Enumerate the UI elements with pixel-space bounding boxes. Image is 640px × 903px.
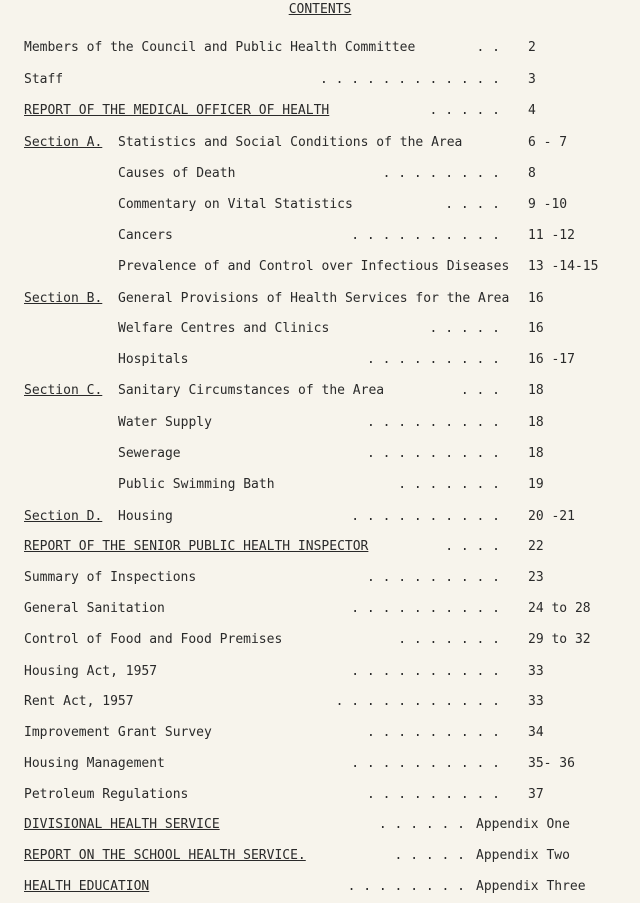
toc-entry (0, 877, 640, 897)
page-number: Appendix One (476, 817, 570, 832)
page-number: 22 (528, 539, 544, 554)
section-label: Section B. (24, 291, 103, 306)
page-number: 18 (528, 415, 544, 430)
toc-entry (0, 507, 640, 527)
toc-entry (0, 350, 640, 370)
entry-title: Summary of Inspections (24, 570, 197, 585)
leader-dots: . . . . . . (378, 817, 465, 832)
leader-dots: . . . . (445, 539, 500, 554)
page-number: 16 (528, 321, 544, 336)
toc-entry (0, 537, 640, 557)
page-number: 2 (528, 40, 536, 55)
page-number: 29 to 32 (528, 632, 591, 647)
leader-dots: . . . . (445, 197, 500, 212)
page-number: 23 (528, 570, 544, 585)
page-number: Appendix Three (476, 879, 586, 894)
leader-dots: . . . . . . . . . . . . (319, 72, 500, 87)
toc-entry (0, 70, 640, 90)
page-title: CONTENTS (288, 2, 352, 17)
entry-title: HEALTH EDUCATION (24, 879, 150, 894)
leader-dots: . . . . . . . . . (366, 415, 500, 430)
section-label: Section D. (24, 509, 103, 524)
entry-title: Petroleum Regulations (24, 787, 189, 802)
page-number: 11 -12 (528, 228, 575, 243)
section-label: Section C. (24, 383, 103, 398)
entry-title: Hospitals (118, 352, 189, 367)
toc-entry (0, 38, 640, 58)
page-number: 37 (528, 787, 544, 802)
entry-title: Housing Act, 1957 (24, 664, 158, 679)
entry-title: Water Supply (118, 415, 212, 430)
entry-title: Cancers (118, 228, 173, 243)
leader-dots: . . . . . . . (398, 477, 500, 492)
entry-title: REPORT OF THE MEDICAL OFFICER OF HEALTH (24, 103, 330, 118)
page-number: 4 (528, 103, 536, 118)
leader-dots: . . . . . . . . . . (351, 509, 500, 524)
leader-dots: . . . . . . . . . . (351, 601, 500, 616)
entry-title: Staff (24, 72, 64, 87)
leader-dots: . . . . . . . . . . . (335, 694, 500, 709)
toc-entry (0, 257, 640, 277)
toc-entry (0, 226, 640, 246)
entry-title: DIVISIONAL HEALTH SERVICE (24, 817, 220, 832)
page-number: 34 (528, 725, 544, 740)
toc-entry (0, 723, 640, 743)
entry-title: Prevalence of and Control over Infectious Diseases (118, 259, 510, 274)
leader-dots: . . . . . . . . (347, 879, 465, 894)
entry-title: Housing (118, 509, 173, 524)
toc-entry (0, 815, 640, 835)
entry-title: Members of the Council and Public Health Committee (24, 40, 416, 55)
leader-dots: . . . . . (429, 321, 500, 336)
page-number: 35- 36 (528, 756, 575, 771)
leader-dots: . . . (460, 383, 500, 398)
leader-dots: . . . . . . . . . . (351, 228, 500, 243)
page-number: 24 to 28 (528, 601, 591, 616)
leader-dots: . . . . . (394, 848, 465, 863)
entry-title: REPORT ON THE SCHOOL HEALTH SERVICE. (24, 848, 306, 863)
leader-dots: . . . . . . . . (382, 166, 500, 181)
toc-entry (0, 381, 640, 401)
page-number: 13 -14-15 (528, 259, 599, 274)
entry-title: Statistics and Social Conditions of the Area (118, 135, 463, 150)
toc-entry (0, 754, 640, 774)
entry-title: Causes of Death (118, 166, 236, 181)
entry-title: Control of Food and Food Premises (24, 632, 283, 647)
leader-dots: . . (476, 40, 500, 55)
toc-entry (0, 846, 640, 866)
leader-dots: . . . . . . . . . . (351, 664, 500, 679)
page-number: 18 (528, 446, 544, 461)
entry-title: Sanitary Circumstances of the Area (118, 383, 385, 398)
page-number: 16 -17 (528, 352, 575, 367)
leader-dots: . . . . . . . . . (366, 725, 500, 740)
page-number: 9 -10 (528, 197, 568, 212)
toc-entry (0, 568, 640, 588)
toc-entry (0, 133, 640, 153)
page-number: 20 -21 (528, 509, 575, 524)
leader-dots: . . . . . . . . . . (351, 756, 500, 771)
page-number: 3 (528, 72, 536, 87)
page-number: 8 (528, 166, 536, 181)
entry-title: General Sanitation (24, 601, 165, 616)
entry-title: Rent Act, 1957 (24, 694, 134, 709)
toc-entry (0, 289, 640, 309)
page-number: Appendix Two (476, 848, 570, 863)
entry-title: Commentary on Vital Statistics (118, 197, 353, 212)
entry-title: Public Swimming Bath (118, 477, 275, 492)
leader-dots: . . . . . (429, 103, 500, 118)
page-number: 19 (528, 477, 544, 492)
toc-entry (0, 164, 640, 184)
toc-entry (0, 475, 640, 495)
entry-title: General Provisions of Health Services for the Area (118, 291, 510, 306)
section-label: Section A. (24, 135, 103, 150)
page-number: 18 (528, 383, 544, 398)
page-number: 33 (528, 694, 544, 709)
toc-entry (0, 599, 640, 619)
toc-entry (0, 785, 640, 805)
toc-entry (0, 195, 640, 215)
leader-dots: . . . . . . . . . (366, 446, 500, 461)
toc-entry (0, 319, 640, 339)
entry-title: REPORT OF THE SENIOR PUBLIC HEALTH INSPECTOR (24, 539, 369, 554)
leader-dots: . . . . . . . . . (366, 787, 500, 802)
page-number: 16 (528, 291, 544, 306)
entry-title: Housing Management (24, 756, 165, 771)
leader-dots: . . . . . . . . . (366, 570, 500, 585)
toc-entry (0, 413, 640, 433)
leader-dots: . . . . . . . (398, 632, 500, 647)
page-number: 33 (528, 664, 544, 679)
toc-entry (0, 101, 640, 121)
toc-entry (0, 662, 640, 682)
leader-dots: . . . . . . . . . (366, 352, 500, 367)
entry-title: Welfare Centres and Clinics (118, 321, 330, 336)
entry-title: Improvement Grant Survey (24, 725, 212, 740)
toc-entry (0, 630, 640, 650)
page-number: 6 - 7 (528, 135, 568, 150)
toc-entry (0, 692, 640, 712)
toc-entry (0, 444, 640, 464)
entry-title: Sewerage (118, 446, 181, 461)
